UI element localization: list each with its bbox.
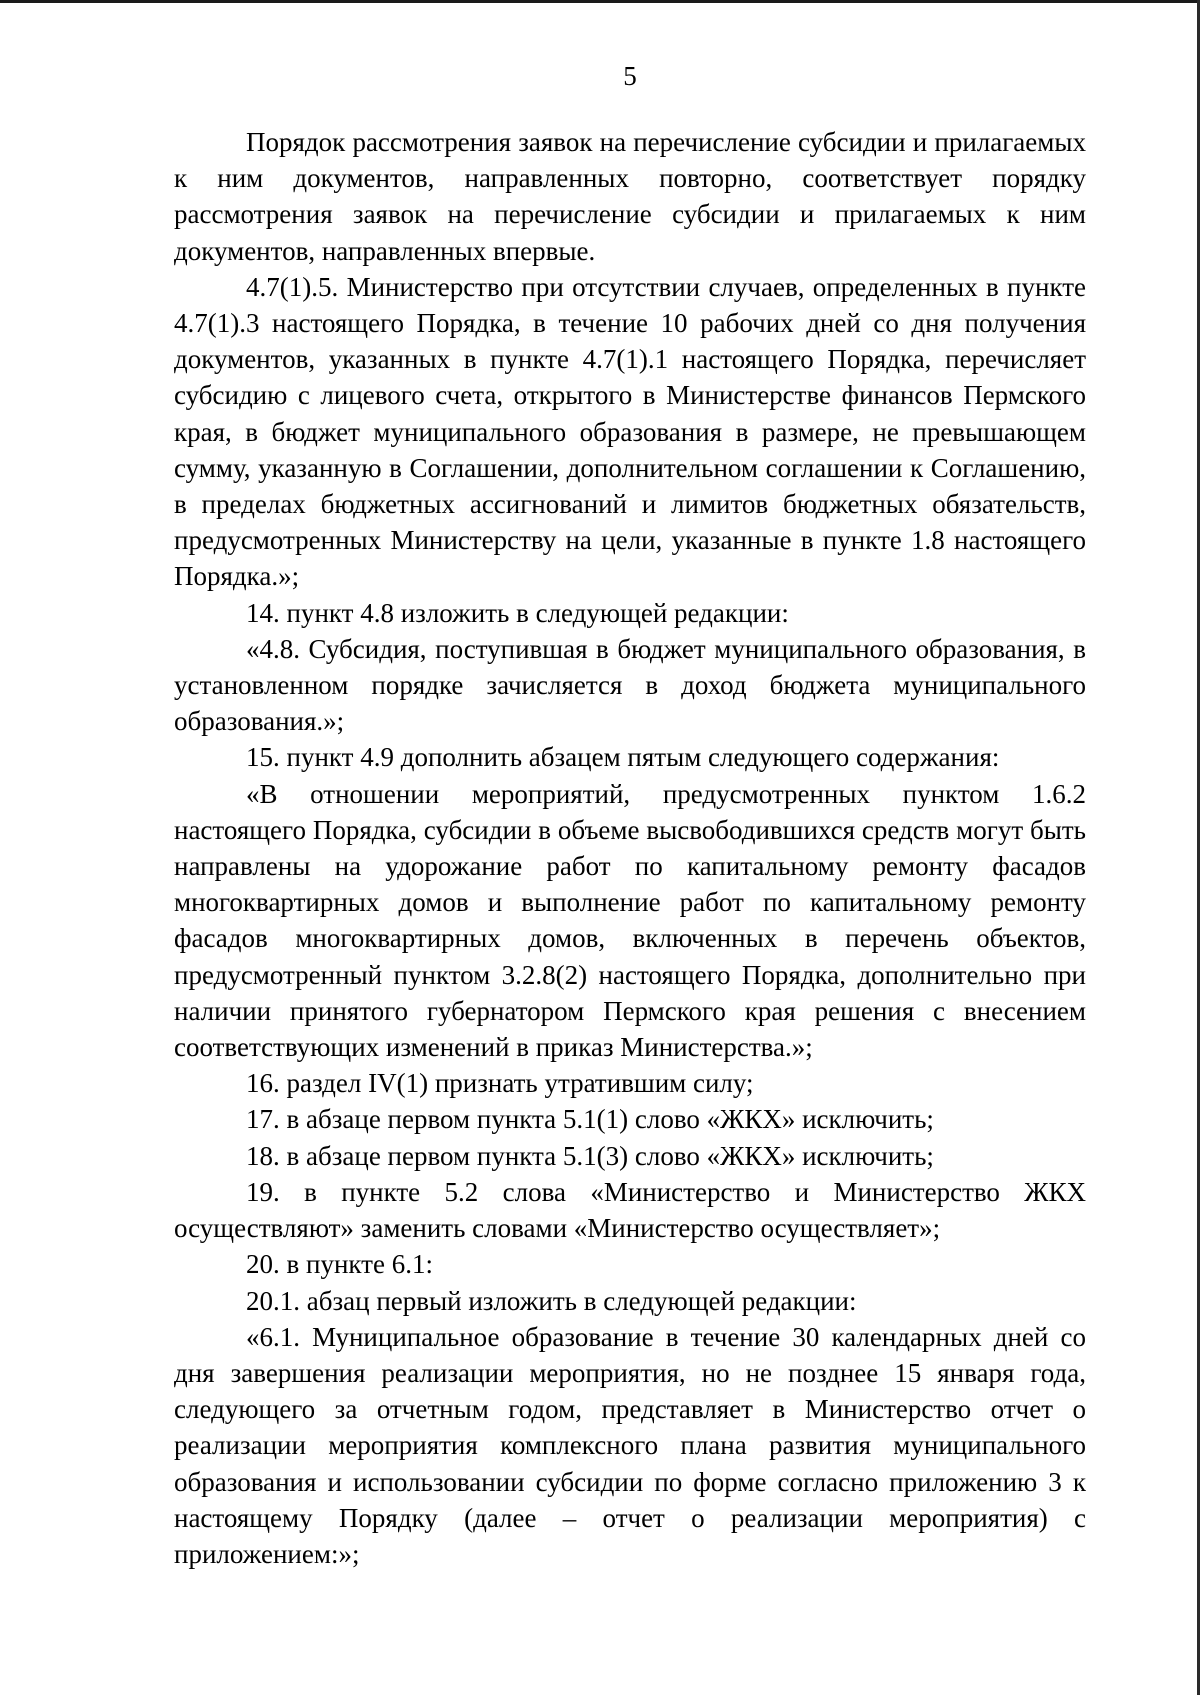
paragraph-item-17: 17. в абзаце первом пункта 5.1(1) слово «ЖКХ» исключить; <box>246 1104 934 1135</box>
paragraph-4-7-1-5: 4.7(1).5. Министерство при отсутствии случаев, определенных в пункте 4.7(1).3 настоящего Порядка, в течение 10 рабочих дней со дня получения документов, указанных в пункте 4.7(1).1 настоящего Порядка, перечисляет субсидию с лицевого счета, открытого в Министерстве финансов Пермского края, в бюджет муниципального образования в размере, не превышающем сумму, указанную в Соглашении, дополнительном соглашении к Соглашению, в пределах бюджетных ассигнований и лимитов бюджетных обязательств, предусмотренных Министерству на цели, указанные в пункте 1.8 настоящего Порядка.»; <box>174 271 1086 592</box>
paragraph-6-1: «6.1. Муниципальное образование в течение 30 календарных дней со дня завершения реализации мероприятия, но не позднее 15 января года, следующего за отчетным годом, представляет в Министерство отчет о реализации мероприятия комплексного плана развития муниципального образования и использовании субсидии по форме согласно приложению 3 к настоящему Порядку (далее – отчет о реализации мероприятия) с приложением:»; <box>174 1321 1086 1569</box>
paragraph-4-8: «4.8. Субсидия, поступившая в бюджет муниципального образования, в установленном порядке зачисляется в доход бюджета муниципального образования.»; <box>174 633 1086 737</box>
paragraph-item-20-1: 20.1. абзац первый изложить в следующей редакции: <box>246 1285 857 1316</box>
paragraph-review-procedure: Порядок рассмотрения заявок на перечисление субсидии и прилагаемых к ним документов, направленных повторно, соответствует порядку рассмотрения заявок на перечисление субсидии и прилагаемых к ним документов, направленных впервые. <box>174 127 1086 266</box>
document-body <box>174 124 1086 1572</box>
paragraph-item-19: 19. в пункте 5.2 слова «Министерство и Министерство ЖКХ осуществляют» заменить словами «Министерство осуществляет»; <box>174 1176 1086 1244</box>
paragraph-item-15: 15. пункт 4.9 дополнить абзацем пятым следующего содержания: <box>246 742 1000 773</box>
page-number: 5 <box>623 61 637 91</box>
paragraph-item-16: 16. раздел IV(1) признать утратившим силу; <box>246 1068 754 1099</box>
paragraph-quote-activities: «В отношении мероприятий, предусмотренных пунктом 1.6.2 настоящего Порядка, субсидии в объеме высвободившихся средств могут быть направлены на удорожание работ по капитальному ремонту фасадов многоквартирных домов и выполнение работ по капитальному ремонту фасадов многоквартирных домов, включенных в перечень объектов, предусмотренный пунктом 3.2.8(2) настоящего Порядка, дополнительно при наличии принятого губернатором Пермского края решения с внесением соответствующих изменений в приказ Министерства.»; <box>174 778 1086 1063</box>
document-page <box>174 58 1086 1572</box>
paragraph-item-14: 14. пункт 4.8 изложить в следующей редакции: <box>246 597 789 628</box>
paragraph-item-18: 18. в абзаце первом пункта 5.1(3) слово «ЖКХ» исключить; <box>246 1140 934 1171</box>
scan-border-top <box>0 0 1200 3</box>
paragraph-item-20: 20. в пункте 6.1: <box>246 1249 433 1280</box>
